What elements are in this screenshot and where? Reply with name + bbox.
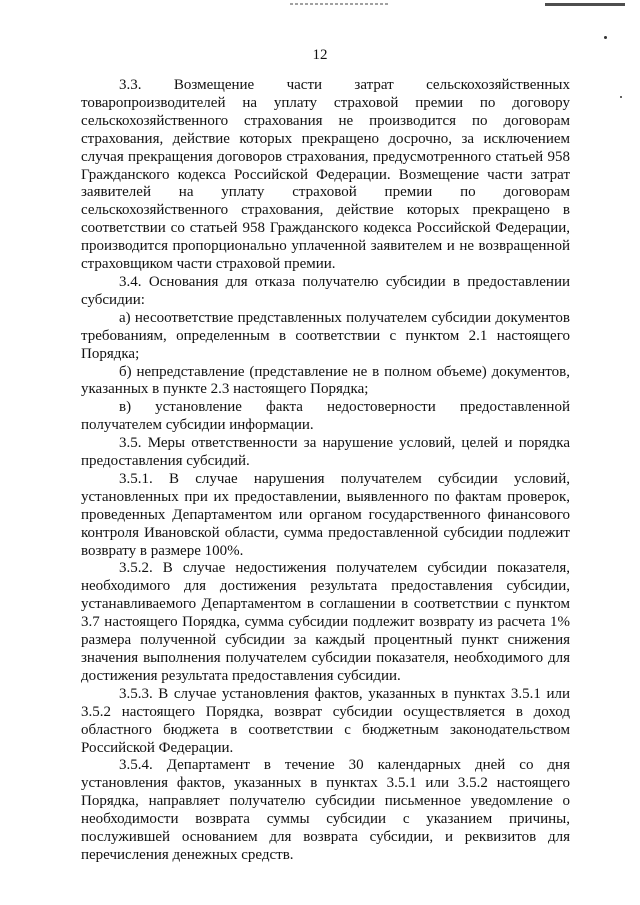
paragraph-3-4-a: а) несоответствие представленных получателем субсидии документов требованиям, определенным в соответствии с пунктом 2.1 настоящего Порядка; — [81, 309, 570, 362]
scan-artifact-top — [290, 3, 390, 5]
paragraph-3-4: 3.4. Основания для отказа получателю субсидии в предоставлении субсидии: — [81, 273, 570, 308]
paragraph-3-4-c: в) установление факта недостоверности предоставленной получателем субсидии информации. — [81, 399, 570, 434]
paragraph-3-5-1: 3.5.1. В случае нарушения получателем субсидии условий, установленных при их предоставлении, выявленного по фактам проверок, проведенных Департаментом или органом государственного финансового контроля Ивановской области, сумма предоставленной субсидии подлежит возврату в размере 100%. — [81, 470, 570, 559]
paragraph-3-4-b: б) непредставление (представление не в полном объеме) документов, указанных в пункте 2.3 настоящего Порядка; — [81, 363, 570, 398]
document-body — [81, 77, 570, 865]
paragraph-3-5-2: 3.5.2. В случае недостижения получателем субсидии показателя, необходимого для достижения результата предоставления субсидии, устанавливаемого Департаментом в соглашении в соответствии с пунктом 3.7 настоящего Порядка, сумма субсидии подлежит возврату из расчета 1% размера полученной субсидии за каждый процентный пункт снижения значения выполнения получателем субсидии показателя, необходимого для достижения результата предоставления субсидии. — [81, 560, 570, 684]
paragraph-3-5-4: 3.5.4. Департамент в течение 30 календарных дней со дня установления фактов, указанных в пунктах 3.5.1 или 3.5.2 настоящего Порядка, направляет получателю субсидии письменное уведомление о необходимости возврата суммы субсидии с указанием причины, послужившей основанием для возврата субсидии, и реквизитов для перечисления денежных средств. — [81, 757, 570, 863]
scan-speck — [604, 36, 607, 39]
page-number: 12 — [312, 47, 328, 63]
paragraph-3-5-3: 3.5.3. В случае установления фактов, указанных в пунктах 3.5.1 или 3.5.2 настоящего Порядка, возврат субсидии осуществляется в доход областного бюджета в соответствии с бюджетным законодательством Российской Федерации. — [81, 685, 570, 756]
scan-artifact-top-right — [545, 3, 625, 6]
paragraph-3-3: 3.3. Возмещение части затрат сельскохозяйственных товаропроизводителей на уплату страховой премии по договору сельскохозяйственного страхования не производится по договорам страхования, действие которых прекращено досрочно, за исключением случая прекращения договоров страхования, предусмотренного статьей 958 Гражданского кодекса Российской Федерации. Возмещение части затрат заявителей на уплату страховой премии по договорам сельскохозяйственного страхования, действие которых прекращено в соответствии со статьей 958 Гражданского кодекса Российской Федерации, производится пропорционально уплаченной заявителем и не возвращенной страховщиком части страховой премии. — [81, 77, 570, 273]
paragraph-3-5: 3.5. Меры ответственности за нарушение условий, целей и порядка предоставления субсидий. — [81, 435, 570, 470]
scan-speck — [620, 96, 622, 98]
